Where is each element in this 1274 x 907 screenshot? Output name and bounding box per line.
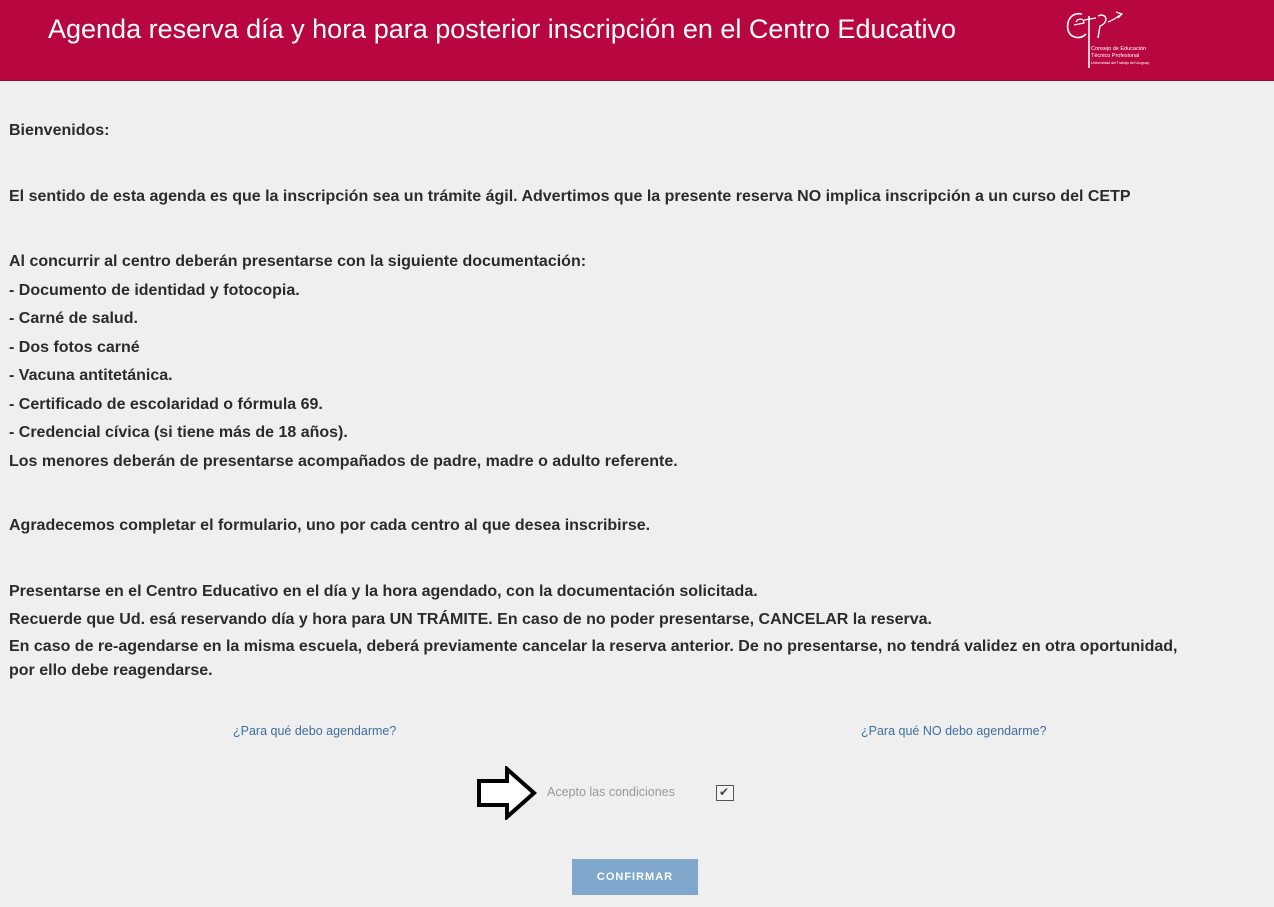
doc-item-health-card: - Carné de salud. xyxy=(9,310,138,327)
docs-intro-text: Al concurrir al centro deberán presentarse con la siguiente documentación: xyxy=(9,253,587,270)
page-title: Agenda reserva día y hora para posterior inscripción en el Centro Educativo xyxy=(48,14,957,44)
confirm-button[interactable]: CONFIRMAR xyxy=(572,859,698,895)
cetp-logo xyxy=(1062,8,1162,72)
logo-text-line2: Técnico Profesional xyxy=(1091,53,1140,59)
accept-conditions-checkbox[interactable] xyxy=(716,785,734,801)
reschedule-note-line2: por ello debe reagendarse. xyxy=(9,661,213,679)
doc-item-certificate: - Certificado de escolaridad o fórmula 69. xyxy=(9,395,323,413)
form-note-text: Agradecemos completar el formulario, uno por cada centro al que desea inscribirse. xyxy=(9,517,651,534)
spacer xyxy=(9,146,1267,183)
doc-item-civic-credential: - Credencial cívica (si tiene más de 18 años). xyxy=(9,424,348,441)
arrow-right-icon xyxy=(476,766,538,820)
logo-text-line3: Universidad del Trabajo del Uruguay xyxy=(1091,61,1150,65)
why-not-schedule-link[interactable]: ¿Para qué NO debo agendarme? xyxy=(861,724,1047,738)
info-content xyxy=(9,117,1267,683)
doc-item-id: - Documento de identidad y fotocopia. xyxy=(9,281,300,299)
remember-note-text: Recuerde que Ud. esá reservando día y hora para UN TRÁMITE. En caso de no poder presentarse, CANCELAR la reserva. xyxy=(9,611,932,628)
logo-text-line1: Consejo de Educación xyxy=(1091,46,1147,52)
reschedule-note-line1: En caso de re-agendarse en la misma escuela, deberá previamente cancelar la reserva anterior. De no presentarse, no tendrá validez en otra oportunidad, xyxy=(9,637,1178,655)
checkmark-icon: ✔ xyxy=(719,785,730,799)
welcome-text: Bienvenidos: xyxy=(9,122,110,139)
accept-conditions-label: Acepto las condiciones xyxy=(547,785,675,799)
spacer xyxy=(9,476,1267,512)
spacer xyxy=(9,211,1267,248)
spacer xyxy=(9,541,1267,578)
attend-note-text: Presentarse en el Centro Educativo en el día y la hora agendado, con la documentación solicitada. xyxy=(9,582,758,600)
doc-item-photos: - Dos fotos carné xyxy=(9,338,140,356)
why-schedule-link[interactable]: ¿Para qué debo agendarme? xyxy=(233,724,397,738)
purpose-text: El sentido de esta agenda es que la inscripción sea un trámite ágil. Advertimos que la presente reserva NO implica inscripción a un curso del CETP xyxy=(9,187,1131,205)
doc-item-vaccine: - Vacuna antitetánica. xyxy=(9,367,173,384)
minors-note-text: Los menores deberán de presentarse acompañados de padre, madre o adulto referente. xyxy=(9,452,678,470)
page-header xyxy=(0,0,1274,81)
